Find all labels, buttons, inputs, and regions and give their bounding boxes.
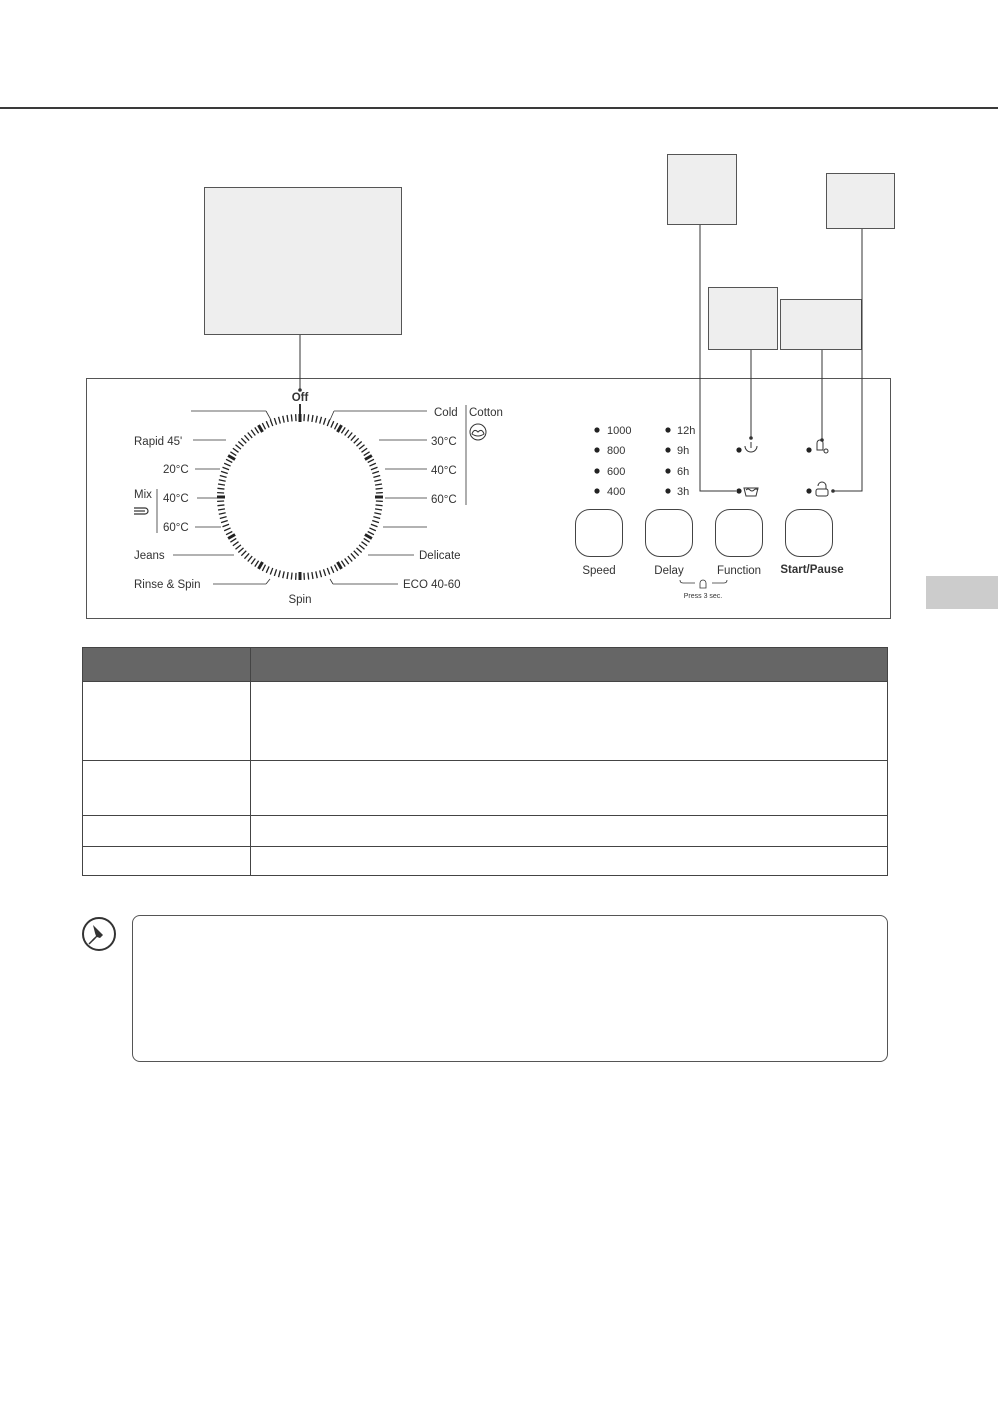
prewash-basin-icon	[744, 488, 758, 496]
dial-tick	[266, 421, 269, 427]
dial-tick	[312, 572, 313, 579]
dial-tick	[323, 569, 325, 576]
delay-button-label: Delay	[654, 565, 684, 577]
dial-tick	[359, 445, 364, 449]
delay-option-9h: 9h	[677, 445, 690, 457]
dial-tick	[235, 545, 240, 549]
table-row	[83, 682, 888, 761]
iron-icon	[134, 508, 148, 514]
dial-tick	[331, 421, 334, 427]
dial-60c-label: 60°C	[431, 494, 457, 506]
dial-tick	[354, 551, 359, 556]
dial-tick	[223, 524, 230, 527]
dial-rapid-label: Rapid 45'	[134, 436, 183, 448]
dial-tick	[244, 435, 249, 440]
dial-eco-label: ECO 40-60	[403, 579, 461, 591]
dial-tick	[283, 416, 284, 423]
speed-leds	[594, 427, 599, 493]
dial-tick	[233, 542, 239, 546]
dial-tick	[312, 415, 313, 422]
dial-tick	[266, 566, 269, 572]
dial-tick	[241, 438, 246, 443]
dial-tick	[308, 414, 309, 421]
dial-tick	[372, 520, 379, 522]
dial-tick	[283, 571, 284, 578]
dial-mix-60c-label: 60°C	[163, 522, 189, 534]
dial-tick	[335, 423, 338, 429]
dial-tick	[291, 573, 292, 580]
dial-tick	[218, 484, 225, 485]
dial-cold-label: Cold	[434, 407, 458, 419]
dial-tick	[238, 548, 243, 553]
dial-tick	[221, 520, 228, 522]
dial-tick	[348, 556, 352, 561]
dial-tick	[341, 561, 345, 567]
delay-option-12h: 12h	[677, 425, 696, 437]
dial-tick	[345, 558, 349, 564]
dial-tick	[316, 571, 317, 578]
dial-tick	[230, 452, 236, 456]
dial-tick	[308, 573, 309, 580]
dial-tick	[354, 438, 359, 443]
dial-tick	[327, 568, 330, 575]
dial-tick	[368, 459, 374, 462]
press-3-sec-label: Press 3 sec.	[683, 593, 723, 600]
speed-option-600: 600	[607, 466, 626, 478]
dial-tick	[259, 425, 263, 432]
dial-tick	[356, 548, 361, 553]
dial-tick	[369, 463, 375, 466]
table-row	[83, 847, 888, 876]
dial-tick	[228, 535, 235, 539]
dial-tick	[361, 448, 367, 452]
program-table	[82, 647, 888, 876]
dial-tick	[365, 535, 372, 539]
dial-tick	[345, 430, 349, 436]
dial-tick	[348, 432, 352, 437]
dial-tick	[287, 572, 288, 579]
table-header-cell	[251, 648, 888, 682]
dial-20c-label: 20°C	[163, 464, 189, 476]
dial-tick	[223, 467, 230, 470]
dial-tick	[375, 484, 382, 485]
dial-tick	[351, 553, 356, 558]
dial-tick	[364, 452, 370, 456]
dial-tick	[248, 432, 252, 437]
dial-tick	[241, 551, 246, 556]
speed-option-800: 800	[607, 445, 626, 457]
dial-off-label: Off	[291, 392, 309, 404]
dial-tick	[244, 553, 249, 558]
dial-tick	[238, 441, 243, 446]
dial-tick	[365, 456, 372, 460]
dial-30c-label: 30°C	[431, 436, 457, 448]
dial-tick	[230, 538, 236, 542]
dial-tick	[255, 427, 259, 433]
cotton-flower-icon	[470, 424, 486, 440]
dial-tick	[323, 418, 325, 425]
dial-tick	[335, 565, 338, 571]
dial-tick	[372, 471, 379, 473]
dial-tick	[251, 430, 255, 436]
dial-tick	[368, 532, 374, 535]
dial-tick	[331, 566, 334, 572]
dial-tick	[219, 513, 226, 514]
dial-tick	[364, 538, 370, 542]
function-button-label: Function	[716, 565, 762, 577]
table-row	[83, 761, 888, 816]
dial-tick	[233, 448, 239, 452]
dial-tick	[226, 459, 232, 462]
dial-tick	[270, 420, 273, 427]
dial-tick	[338, 425, 342, 432]
dial-tick	[279, 570, 281, 577]
dial-tick	[220, 517, 227, 519]
note-box	[132, 915, 888, 1062]
speed-option-400: 400	[607, 486, 626, 498]
dial-tick	[270, 568, 273, 575]
dial-spin-label: Spin	[288, 594, 312, 606]
dial-tick	[262, 565, 265, 571]
press-bracket	[680, 580, 727, 588]
dial-mix-40c-label: 40°C	[163, 493, 189, 505]
dial-tick	[255, 561, 259, 567]
dial-tick	[287, 415, 288, 422]
dial-tick	[219, 480, 226, 481]
dial-tick	[251, 558, 255, 564]
speed-option-1000: 1000	[607, 425, 632, 437]
dial-tick	[359, 545, 364, 549]
callout-leaders	[300, 225, 862, 491]
dial-tick	[369, 528, 375, 531]
dial-tick	[375, 509, 382, 510]
delay-option-3h: 3h	[677, 486, 690, 498]
dial-jeans-label: Jeans	[134, 550, 165, 562]
dial-delicate-label: Delicate	[419, 550, 461, 562]
door-lock-icon	[816, 482, 828, 496]
dial-tick	[373, 476, 380, 478]
dial-tick	[371, 467, 378, 470]
dial-tick	[274, 569, 276, 576]
dial-tick	[235, 445, 240, 449]
dial-mix-label: Mix	[134, 489, 152, 501]
dial-tick	[218, 509, 225, 510]
dial-tick	[327, 420, 330, 427]
dial-tick	[373, 517, 380, 519]
dial-tick	[376, 505, 383, 506]
dial-tick	[374, 480, 381, 481]
start-pause-button-label: Start/Pause	[780, 564, 844, 576]
dial-tick	[351, 435, 356, 440]
dial-tick	[356, 441, 361, 446]
dial-tick	[316, 416, 317, 423]
dial-tick	[224, 528, 230, 531]
dial-tick	[220, 476, 227, 478]
program-dial-ring[interactable]	[217, 414, 383, 580]
delay-option-6h: 6h	[677, 466, 690, 478]
child-lock-icon	[817, 440, 828, 453]
dial-tick	[224, 463, 230, 466]
dial-tick	[320, 570, 322, 577]
dial-tick	[341, 427, 345, 433]
dial-tick	[248, 556, 252, 561]
pin-icon	[83, 918, 115, 950]
dial-tick	[279, 417, 281, 424]
dial-40c-label: 40°C	[431, 465, 457, 477]
dial-rinse-spin-label: Rinse & Spin	[134, 579, 201, 591]
dial-tick	[259, 562, 263, 569]
dial-tick	[361, 542, 367, 546]
speed-button-label: Speed	[582, 565, 616, 577]
table-row	[83, 816, 888, 847]
dial-tick	[217, 488, 224, 489]
delay-leds	[665, 427, 670, 493]
dial-tick	[320, 417, 322, 424]
dial-tick	[262, 423, 265, 429]
dial-tick	[217, 505, 224, 506]
dial-tick	[371, 524, 378, 527]
dial-tick	[221, 471, 228, 473]
dial-cotton-label: Cotton	[469, 407, 503, 419]
extra-rinse-icon	[745, 442, 757, 452]
dial-tick	[228, 456, 235, 460]
table-header-cell	[83, 648, 251, 682]
dial-tick	[291, 414, 292, 421]
dial-tick	[374, 513, 381, 514]
dial-tick	[226, 532, 232, 535]
dial-tick	[274, 418, 276, 425]
dial-tick	[376, 488, 383, 489]
dial-tick	[338, 562, 342, 569]
